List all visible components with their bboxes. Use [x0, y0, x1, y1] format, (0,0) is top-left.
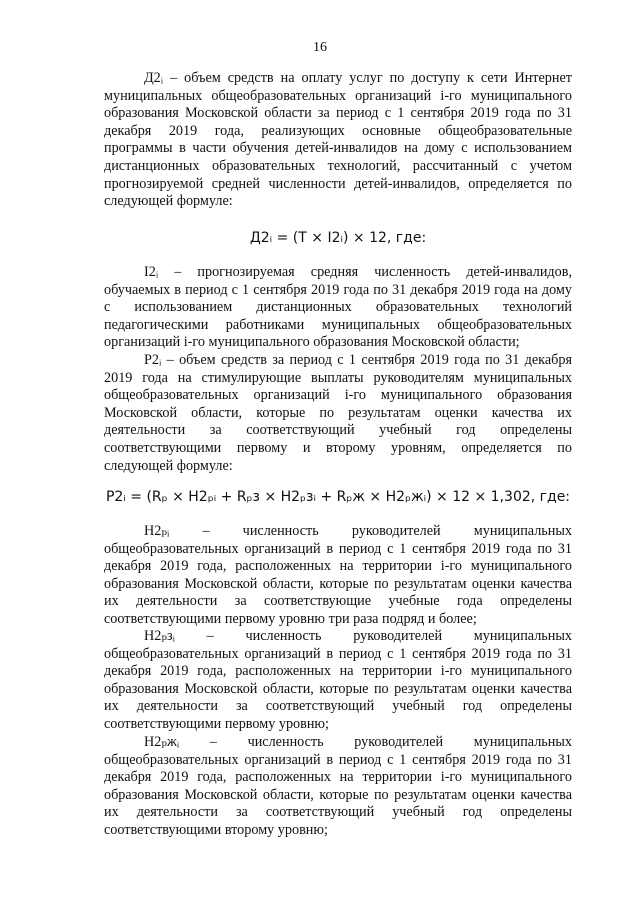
page-number: 16 — [313, 40, 327, 55]
formula-d2: Д2ᵢ = (T × I2ᵢ) × 12, где: — [249, 230, 427, 246]
paragraph-h2p-definition: Н2ₚᵢ – численность руководителей муниципальных общеобразовательных организаций в период с 1 сентября 2019 года по 31 декабря 2019 года, расположенных на территории i-го муниципального образования Московской области, которые по результатам оценки качества их деятельности за соответствующие учебные года определены соответствующими первому уровню три раза подряд и более; — [104, 523, 572, 627]
paragraph-h2pzh-definition: Н2ₚжᵢ – численность руководителей муниципальных общеобразовательных организаций в период с 1 сентября 2019 года по 31 декабря 2019 года, расположенных на территории i-го муниципального образования Московской области, которые по результатам оценки качества их деятельности за соответствующий учебный год определены соответствующими второму уровню; — [104, 734, 572, 838]
paragraph-p2-definition: Р2ᵢ – объем средств за период с 1 сентября 2019 года по 31 декабря 2019 года на стимулирующие выплаты руководителям муниципальных общеобразовательных организаций i-го муниципального образования Московской области, которые по результатам оценки качества их деятельности за соответствующий учебный год определены соответствующими первому и второму уровням, определяется по следующей формуле: — [104, 352, 572, 474]
paragraph-d2-definition: Д2ᵢ – объем средств на оплату услуг по доступу к сети Интернет муниципальных общеобразовательных организаций i-го муниципального образования Московской области за период с 1 сентября 2019 года по 31 декабря 2019 года, реализующих основные общеобразовательные программы в части обучения детей-инвалидов на дому с использованием дистанционных образовательных технологий, рассчитанный с учетом прогнозируемой средней численности детей-инвалидов, определяется по следующей формуле: — [104, 70, 572, 210]
paragraph-h2pz-definition: Н2ₚзᵢ – численность руководителей муниципальных общеобразовательных организаций в период с 1 сентября 2019 года по 31 декабря 2019 года, расположенных на территории i-го муниципального образования Московской области, которые по результатам оценки качества их деятельности за соответствующий учебный год определены соответствующими первому уровню; — [104, 628, 572, 732]
formula-p2: Р2ᵢ = (Rₚ × Н2ₚᵢ + Rₚз × Н2ₚзᵢ + Rₚж × Н2ₚжᵢ) × 12 × 1,302, где: — [105, 489, 571, 505]
paragraph-i2-definition: I2ᵢ – прогнозируемая средняя численность детей-инвалидов, обучаемых в период с 1 сентября 2019 года по 31 декабря 2019 года на дому с использованием дистанционных образовательных технологий педагогическими работниками муниципальных общеобразовательных организаций i-го муниципального образования Московской области; — [104, 264, 572, 351]
